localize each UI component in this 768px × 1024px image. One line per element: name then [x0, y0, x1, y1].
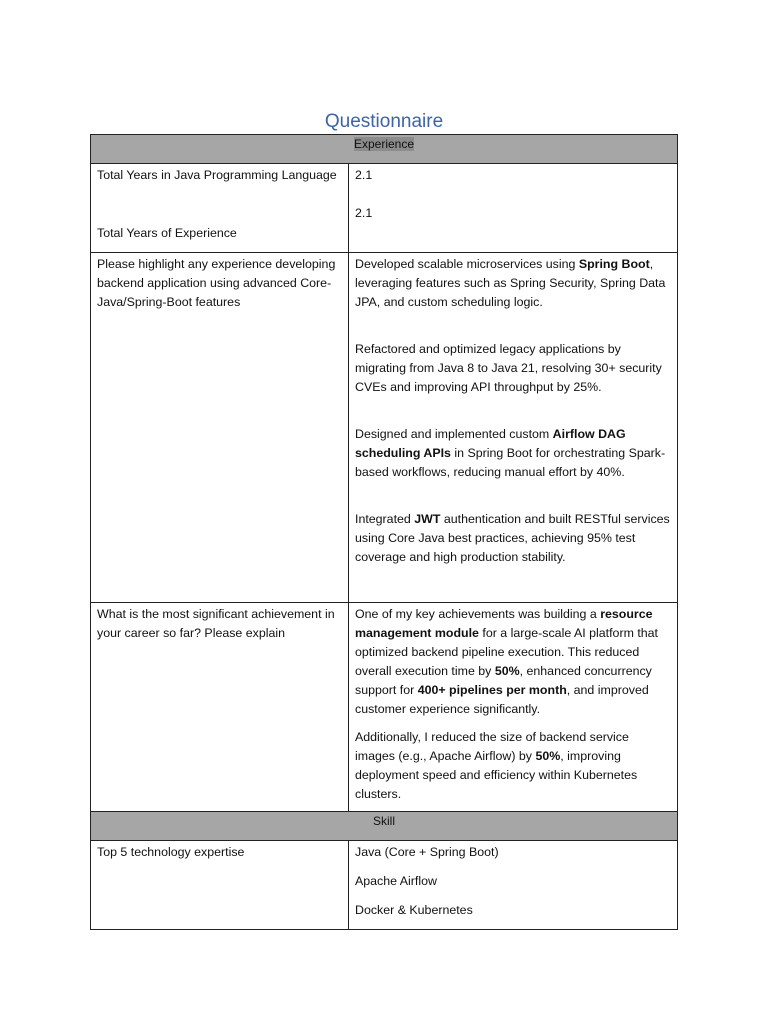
- table-row-top5: [91, 841, 678, 930]
- document-title: Questionnaire: [324, 111, 444, 132]
- section-skill-header: [91, 812, 678, 841]
- java-years-value: 2.1: [355, 168, 373, 182]
- years-value-cell: [349, 164, 678, 253]
- advanced-p3-text: Designed and implemented custom: [355, 427, 553, 441]
- table-row-years: [91, 164, 678, 253]
- achievement-p1-bold-f: 400+ pipelines per month: [417, 683, 567, 697]
- advanced-answer-cell: [349, 253, 678, 603]
- advanced-paragraph-1: [355, 255, 671, 312]
- advanced-label-cell: [91, 253, 349, 603]
- total-years-value: 2.1: [355, 206, 373, 220]
- questionnaire-table: [90, 134, 678, 930]
- advanced-paragraph-3: [355, 425, 671, 482]
- advanced-p4-text: Integrated: [355, 512, 415, 526]
- advanced-p3-text-end: in Spring Boot for orchestrating Spark-based workflows, reducing manual effort by 40%.: [355, 446, 666, 479]
- advanced-p1-bold: Spring Boot: [578, 257, 650, 271]
- table-row-achievement: [91, 603, 678, 812]
- section-skill-label: Skill: [373, 814, 396, 828]
- achievement-p1-text-c: for a large-scale AI platform that optimized backend pipeline execution. This reduced overall execution time by: [355, 626, 658, 678]
- years-label-cell: [91, 164, 349, 253]
- achievement-label-cell: [91, 603, 349, 812]
- advanced-p3-bold: Airflow DAG scheduling APIs: [355, 427, 626, 460]
- section-skill-row: [91, 812, 678, 841]
- table-row-advanced: [91, 253, 678, 603]
- advanced-p4-text-end: authentication and built RESTful services using Core Java best practices, achieving 95% test coverage and high production stability.: [355, 512, 670, 564]
- advanced-p4-bold: JWT: [414, 512, 441, 526]
- java-years-label: Total Years in Java Programming Language: [97, 168, 337, 182]
- advanced-label: Please highlight any experience developing backend application using advanced Core-Java/Spring-Boot features: [97, 257, 336, 309]
- achievement-label: What is the most significant achievement in your career so far? Please explain: [97, 607, 335, 640]
- top5-label: Top 5 technology expertise: [97, 845, 245, 859]
- advanced-paragraph-4: [355, 510, 671, 567]
- top5-item-2: Apache Airflow: [355, 874, 437, 888]
- achievement-answer-cell: [349, 603, 678, 812]
- top5-label-cell: [91, 841, 349, 930]
- achievement-p2-bold-b: 50%: [535, 749, 561, 763]
- advanced-p1-text: Developed scalable microservices using: [355, 257, 579, 271]
- top5-answer-cell: [349, 841, 678, 930]
- section-experience-header: [91, 135, 678, 164]
- achievement-p1-bold-d: 50%: [494, 664, 520, 678]
- achievement-paragraph-2: [355, 728, 671, 804]
- top5-item-3: Docker & Kubernetes: [355, 903, 473, 917]
- advanced-p1-text-end: , leveraging features such as Spring Security, Spring Data JPA, and custom scheduling logic.: [355, 257, 666, 309]
- advanced-paragraph-2: Refactored and optimized legacy applications by migrating from Java 8 to Java 21, resolving 30+ security CVEs and improving API throughput by 25%.: [355, 342, 662, 394]
- section-experience-label: Experience: [353, 137, 415, 151]
- achievement-paragraph-1: [355, 605, 671, 719]
- achievement-p1-text-g: , and improved customer experience significantly.: [355, 683, 649, 716]
- section-experience-row: [91, 135, 678, 164]
- total-years-label: Total Years of Experience: [97, 226, 237, 240]
- achievement-p2-text-c: , improving deployment speed and efficiency within Kubernetes clusters.: [355, 749, 638, 801]
- top5-item-1: Java (Core + Spring Boot): [355, 845, 499, 859]
- achievement-p1-text-e: , enhanced concurrency support for: [355, 664, 652, 697]
- achievement-p1-text-a: One of my key achievements was building a: [355, 607, 601, 621]
- achievement-p1-bold-b: resource management module: [355, 607, 653, 640]
- achievement-p2-text-a: Additionally, I reduced the size of backend service images (e.g., Apache Airflow) by: [355, 730, 629, 763]
